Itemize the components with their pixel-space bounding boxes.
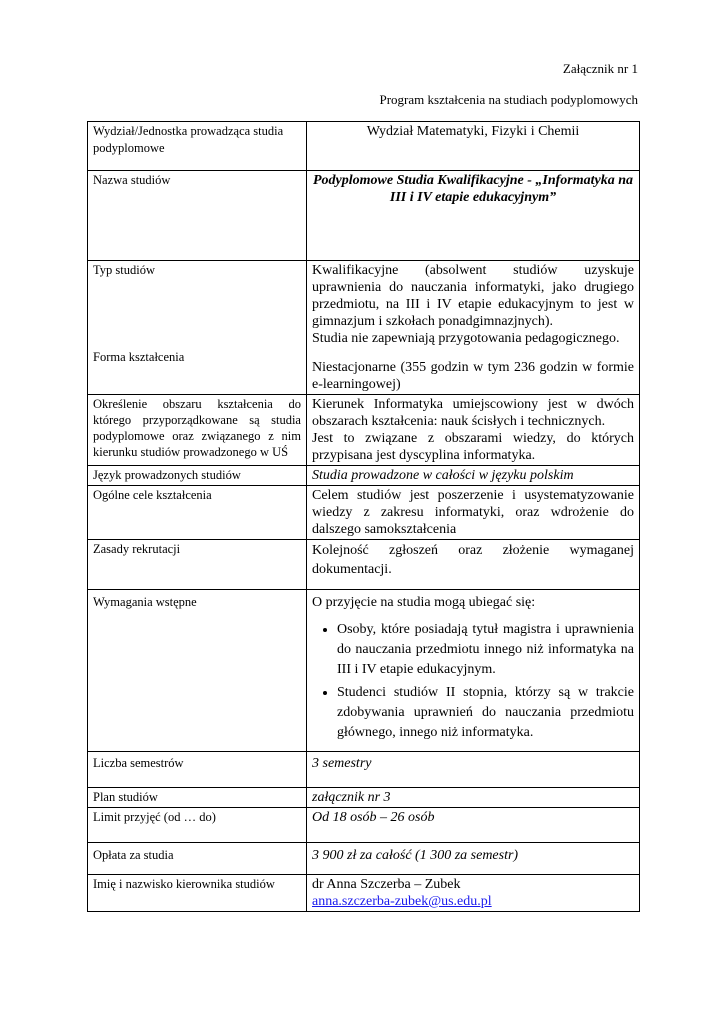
- table-row: [88, 171, 640, 261]
- type-form-value-cell: [307, 261, 640, 395]
- faculty-value: Wydział Matematyki, Fizyki i Chemii: [307, 122, 640, 171]
- study-form-label: Forma kształcenia: [93, 350, 185, 364]
- list-item: • Studenci studiów II stopnia, którzy są w trakcie zdobywania uprawnień do nauczania przedmiotu głównego, innego niż informatyka.: [337, 683, 634, 743]
- table-row: [88, 486, 640, 540]
- requirements-label: Wymagania wstępne: [88, 590, 307, 752]
- area-label: Określenie obszaru kształcenia do którego przyporządkowane są studia podyplomowe oraz związanego z nim kierunku studiów prowadzonego w UŚ: [88, 395, 307, 466]
- faculty-label: Wydział/Jednostka prowadząca studia podyplomowe: [88, 122, 307, 171]
- area-value-2: Jest to związane z obszarami wiedzy, do których przypisana jest dyscyplina informatyka.: [312, 431, 634, 463]
- pedagogy-note: Studia nie zapewniają przygotowania pedagogicznego.: [312, 331, 620, 346]
- table-row: [88, 808, 640, 843]
- table-row: [88, 843, 640, 875]
- limit-label: Limit przyjęć (od … do): [88, 808, 307, 843]
- area-value-cell: [307, 395, 640, 466]
- goals-value: Celem studiów jest poszerzenie i usystematyzowanie wiedzy z zakresu informatyki, oraz wdrożenie do dalszego samokształcenia: [307, 486, 640, 540]
- study-form-value: Niestacjonarne (355 godzin w tym 236 godzin w formie e-learningowej): [312, 360, 634, 392]
- area-value-1: Kierunek Informatyka umiejscowiony jest w dwóch obszarach kształcenia: nauk ścisłych i technicznych.: [312, 397, 634, 429]
- annex-number: Załącznik nr 1: [562, 61, 638, 76]
- language-label: Język prowadzonych studiów: [88, 466, 307, 486]
- requirements-list: [312, 620, 634, 743]
- study-name-label: Nazwa studiów: [88, 171, 307, 261]
- plan-value: załącznik nr 3: [307, 788, 640, 808]
- fee-label: Opłata za studia: [88, 843, 307, 875]
- table-row: [88, 788, 640, 808]
- plan-label: Plan studiów: [88, 788, 307, 808]
- limit-value: Od 18 osób – 26 osób: [307, 808, 640, 843]
- manager-label: Imię i nazwisko kierownika studiów: [88, 875, 307, 912]
- semesters-value: 3 semestry: [307, 752, 640, 788]
- recruitment-value: Kolejność zgłoszeń oraz złożenie wymaganej dokumentacji.: [307, 540, 640, 590]
- table-row: [88, 752, 640, 788]
- table-row: [88, 395, 640, 466]
- goals-label: Ogólne cele kształcenia: [88, 486, 307, 540]
- table-row: [88, 122, 640, 171]
- study-type-label: Typ studiów: [93, 263, 155, 277]
- recruitment-label: Zasady rekrutacji: [88, 540, 307, 590]
- list-item: • Osoby, które posiadają tytuł magistra i uprawnienia do nauczania przedmiotu innego niż informatyka na III i IV etapie edukacyjnym.: [337, 620, 634, 680]
- table-row: [88, 540, 640, 590]
- document-subtitle: Program kształcenia na studiach podyplomowych: [379, 92, 638, 107]
- study-name-value: Podyplomowe Studia Kwalifikacyjne - „Informatyka na III i IV etapie edukacyjnym”: [307, 171, 640, 261]
- study-type-value: Kwalifikacyjne (absolwent studiów uzyskuje uprawnienia do nauczania informatyki, jako drugiego przedmiotu, na III i IV etapie edukacyjnym to jest w gimnazjum i szkołach ponadgimnazjnych).: [312, 263, 634, 329]
- language-value: Studia prowadzone w całości w języku polskim: [307, 466, 640, 486]
- program-table: [87, 121, 640, 912]
- type-form-label-cell: [88, 261, 307, 395]
- table-row: [88, 875, 640, 912]
- fee-value: 3 900 zł za całość (1 300 za semestr): [307, 843, 640, 875]
- manager-name: dr Anna Szczerba – Zubek: [312, 877, 461, 892]
- table-row: [88, 261, 640, 395]
- table-row: [88, 590, 640, 752]
- manager-email-link[interactable]: anna.szczerba-zubek@us.edu.pl: [312, 894, 492, 909]
- requirements-value-cell: [307, 590, 640, 752]
- manager-value-cell: [307, 875, 640, 912]
- semesters-label: Liczba semestrów: [88, 752, 307, 788]
- table-row: [88, 466, 640, 486]
- requirements-intro: O przyjęcie na studia mogą ubiegać się:: [312, 595, 536, 610]
